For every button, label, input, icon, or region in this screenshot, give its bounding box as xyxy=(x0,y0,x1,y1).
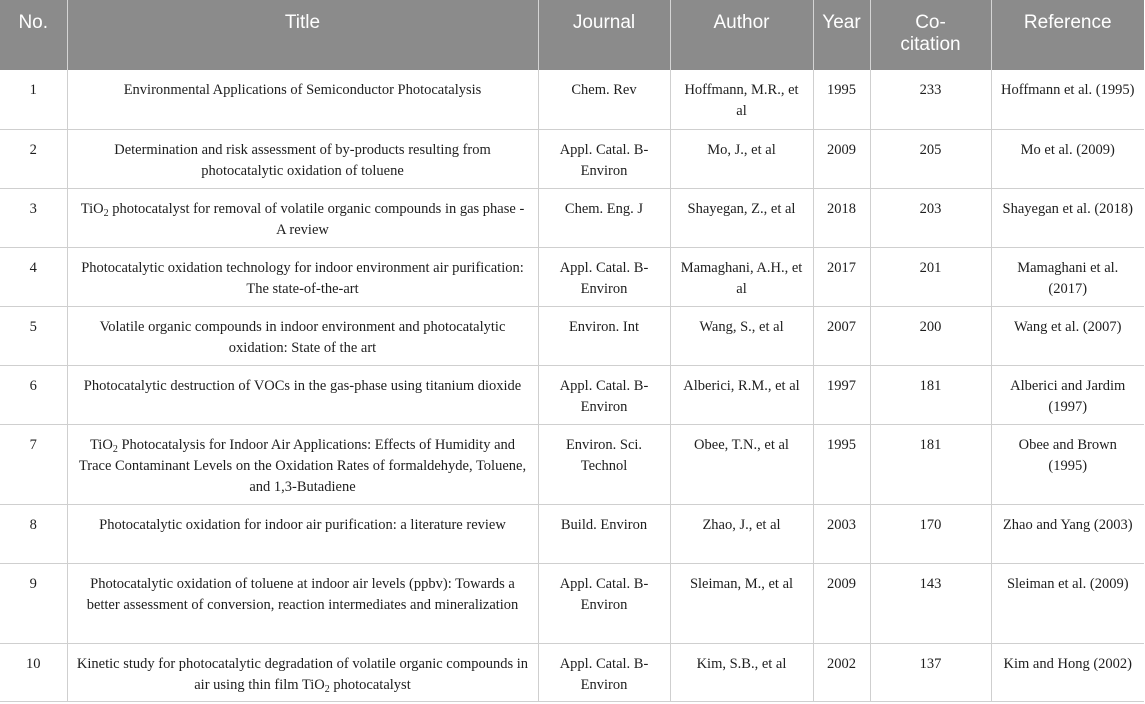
cell-author: Wang, S., et al xyxy=(670,306,813,365)
cell-journal: Chem. Eng. J xyxy=(538,188,670,247)
cell-title: Photocatalytic destruction of VOCs in the gas-phase using titanium dioxide xyxy=(67,365,538,424)
table-row xyxy=(0,247,1144,306)
cell-journal: Build. Environ xyxy=(538,504,670,563)
title-part: photocatalyst xyxy=(329,676,411,693)
cell-no: 3 xyxy=(0,188,67,247)
cell-cocitation: 143 xyxy=(870,563,991,643)
table-row xyxy=(0,563,1144,643)
cell-reference: Hoffmann et al. (1995) xyxy=(991,70,1144,129)
cell-title: Photocatalytic oxidation for indoor air purification: a literature review xyxy=(67,504,538,563)
cell-author: Kim, S.B., et al xyxy=(670,643,813,701)
cell-year: 1997 xyxy=(813,365,870,424)
table-row xyxy=(0,70,1144,129)
subscript: 2 xyxy=(324,683,330,695)
cell-journal: Appl. Catal. B-Environ xyxy=(538,563,670,643)
cell-journal: Appl. Catal. B-Environ xyxy=(538,129,670,188)
cell-no: 4 xyxy=(0,247,67,306)
cell-reference: Alberici and Jardim (1997) xyxy=(991,365,1144,424)
cell-year: 1995 xyxy=(813,424,870,504)
cell-reference: Sleiman et al. (2009) xyxy=(991,563,1144,643)
table-row xyxy=(0,129,1144,188)
cell-reference: Zhao and Yang (2003) xyxy=(991,504,1144,563)
cell-no: 9 xyxy=(0,563,67,643)
table-row xyxy=(0,643,1144,701)
header-journal: Journal xyxy=(538,0,670,70)
cell-year: 2018 xyxy=(813,188,870,247)
cell-title: Environmental Applications of Semiconductor Photocatalysis xyxy=(67,70,538,129)
title-part: photocatalyst for removal of volatile organic compounds in gas phase - A review xyxy=(108,200,525,238)
header-cocitation: Co- citation xyxy=(870,0,991,70)
cell-title xyxy=(67,643,538,701)
header-no: No. xyxy=(0,0,67,70)
cell-author: Sleiman, M., et al xyxy=(670,563,813,643)
table-row xyxy=(0,365,1144,424)
cell-title xyxy=(67,188,538,247)
cell-year: 1995 xyxy=(813,70,870,129)
cell-no: 5 xyxy=(0,306,67,365)
cell-year: 2003 xyxy=(813,504,870,563)
cell-no: 8 xyxy=(0,504,67,563)
cell-cocitation: 233 xyxy=(870,70,991,129)
header-author: Author xyxy=(670,0,813,70)
cell-cocitation: 137 xyxy=(870,643,991,701)
cell-author: Shayegan, Z., et al xyxy=(670,188,813,247)
cell-cocitation: 201 xyxy=(870,247,991,306)
cell-no: 7 xyxy=(0,424,67,504)
cell-author: Mo, J., et al xyxy=(670,129,813,188)
cell-no: 2 xyxy=(0,129,67,188)
cell-cocitation: 205 xyxy=(870,129,991,188)
cell-no: 10 xyxy=(0,643,67,701)
cell-reference: Mo et al. (2009) xyxy=(991,129,1144,188)
header-row xyxy=(0,0,1144,70)
table-row xyxy=(0,188,1144,247)
cell-reference: Wang et al. (2007) xyxy=(991,306,1144,365)
cell-no: 1 xyxy=(0,70,67,129)
cell-title: Volatile organic compounds in indoor environment and photocatalytic oxidation: State of the art xyxy=(67,306,538,365)
cell-journal: Environ. Sci. Technol xyxy=(538,424,670,504)
cell-reference: Shayegan et al. (2018) xyxy=(991,188,1144,247)
header-title: Title xyxy=(67,0,538,70)
cell-year: 2002 xyxy=(813,643,870,701)
cell-title: Photocatalytic oxidation of toluene at indoor air levels (ppbv): Towards a better assessment of conversion, reaction intermediates and mineralization xyxy=(67,563,538,643)
cell-author: Alberici, R.M., et al xyxy=(670,365,813,424)
cell-reference: Obee and Brown (1995) xyxy=(991,424,1144,504)
cell-cocitation: 170 xyxy=(870,504,991,563)
cell-cocitation: 200 xyxy=(870,306,991,365)
table-row xyxy=(0,504,1144,563)
cell-author: Hoffmann, M.R., et al xyxy=(670,70,813,129)
title-part: TiO xyxy=(89,436,113,453)
cell-author: Mamaghani, A.H., et al xyxy=(670,247,813,306)
subscript: 2 xyxy=(103,207,109,219)
cell-cocitation: 181 xyxy=(870,424,991,504)
cell-journal: Environ. Int xyxy=(538,306,670,365)
cell-journal: Appl. Catal. B-Environ xyxy=(538,247,670,306)
cell-reference: Kim and Hong (2002) xyxy=(991,643,1144,701)
table-row xyxy=(0,306,1144,365)
cell-cocitation: 181 xyxy=(870,365,991,424)
title-part: TiO xyxy=(80,200,104,217)
cell-cocitation: 203 xyxy=(870,188,991,247)
cell-journal: Chem. Rev xyxy=(538,70,670,129)
cell-title xyxy=(67,424,538,504)
header-year: Year xyxy=(813,0,870,70)
cell-no: 6 xyxy=(0,365,67,424)
table-row xyxy=(0,424,1144,504)
cell-year: 2009 xyxy=(813,129,870,188)
cell-title: Photocatalytic oxidation technology for indoor environment air purification: The state-of-the-art xyxy=(67,247,538,306)
title-part: Photocatalysis for Indoor Air Applications: Effects of Humidity and Trace Contaminant Levels on the Oxidation Rates of formaldehyde, Toluene, and 1,3-Butadiene xyxy=(78,436,527,495)
cell-year: 2009 xyxy=(813,563,870,643)
title-part: Kinetic study for photocatalytic degradation of volatile organic compounds in air using thin film TiO xyxy=(76,655,529,693)
cell-reference: Mamaghani et al. (2017) xyxy=(991,247,1144,306)
cell-journal: Appl. Catal. B-Environ xyxy=(538,643,670,701)
header-reference: Reference xyxy=(991,0,1144,70)
cell-year: 2007 xyxy=(813,306,870,365)
cell-journal: Appl. Catal. B-Environ xyxy=(538,365,670,424)
cell-title: Determination and risk assessment of by-products resulting from photocatalytic oxidation of toluene xyxy=(67,129,538,188)
cell-author: Obee, T.N., et al xyxy=(670,424,813,504)
subscript: 2 xyxy=(112,443,118,455)
cell-year: 2017 xyxy=(813,247,870,306)
cell-author: Zhao, J., et al xyxy=(670,504,813,563)
